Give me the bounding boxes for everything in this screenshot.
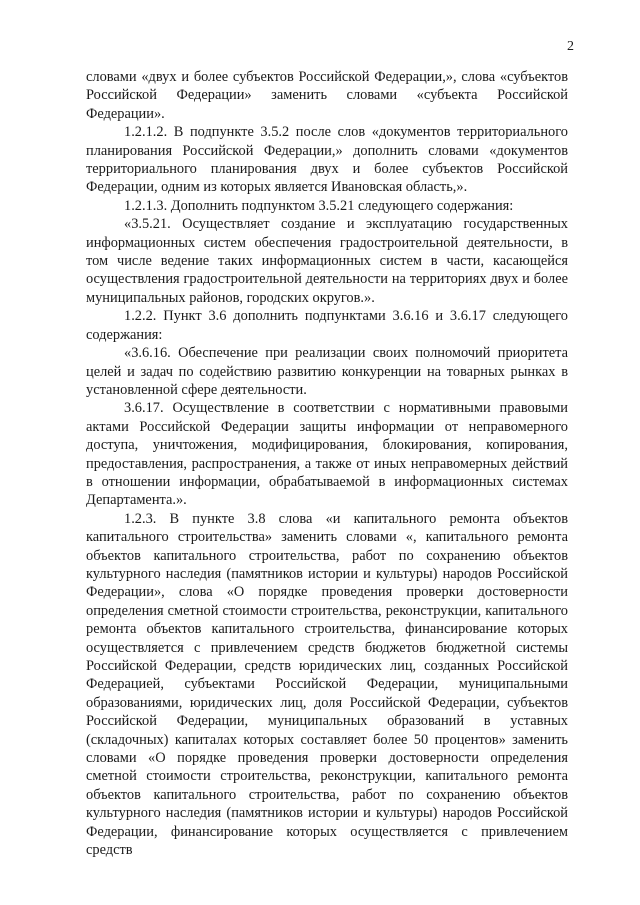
paragraph-3-5-21: «3.5.21. Осуществляет создание и эксплуатацию государственных информационных систем обеспечения градостроительной деятельности, в том числе ведение таких информационных систем в части, касающейся осуществления градостроительной деятельности на территориях двух и более муниципальных районов, городских округов.». <box>86 216 568 306</box>
document-body <box>86 68 568 859</box>
paragraph-1-2-1-3: 1.2.1.3. Дополнить подпунктом 3.5.21 следующего содержания: <box>124 197 514 214</box>
paragraph-3-6-17: 3.6.17. Осуществление в соответствии с нормативными правовыми актами Российской Федерации защиты информации от неправомерного доступа, уничтожения, модифицирования, блокирования, копирования, предоставления, распространения, а также от иных неправомерных действий в отношении информации, обрабатываемой в информационных системах Департамента.». <box>86 400 568 509</box>
page-number: 2 <box>567 39 574 54</box>
paragraph-1-2-3: 1.2.3. В пункте 3.8 слова «и капитального ремонта объектов капитального строительства» заменить словами «, капитального ремонта объектов капитального строительства, работ по сохранению объектов культурного наследия (памятников истории и культуры) народов Российской Федерации», слова «О порядке проведения проверки достоверности определения сметной стоимости строительства, реконструкции, капитального ремонта объектов капитального строительства, финансирование которых осуществляется с привлечением средств бюджетов бюджетной системы Российской Федерации, средств юридических лиц, созданных Российской Федерацией, субъектами Российской Федерации, муниципальными образованиями, юридических лиц, доля Российской Федерации, субъектов Российской Федерации, муниципальных образований в уставных (складочных) капиталах которых составляет более 50 процентов» заменить словами «О порядке проведения проверки достоверности определения сметной стоимости строительства, реконструкции, капитального ремонта объектов капитального строительства, работ по сохранению объектов культурного наследия (памятников истории и культуры) народов Российской Федерации, финансирование которых осуществляется с привлечением средств <box>86 510 568 859</box>
paragraph-3-6-16: «3.6.16. Обеспечение при реализации своих полномочий приоритета целей и задач по содействию развитию конкуренции на товарных рынках в установленной сфере деятельности. <box>86 345 568 398</box>
paragraph-1-2-2: 1.2.2. Пункт 3.6 дополнить подпунктами 3.6.16 и 3.6.17 следующего содержания: <box>86 308 568 343</box>
paragraph-continuation: словами «двух и более субъектов Российской Федерации,», слова «субъектов Российской Федерации» заменить словами «субъекта Российской Федерации». <box>86 69 568 122</box>
paragraph-1-2-1-2: 1.2.1.2. В подпункте 3.5.2 после слов «документов территориального планирования Российской Федерации,» дополнить словами «документов территориального планирования двух и более субъектов Российской Федерации, одним из которых является Ивановская область,». <box>86 124 568 196</box>
